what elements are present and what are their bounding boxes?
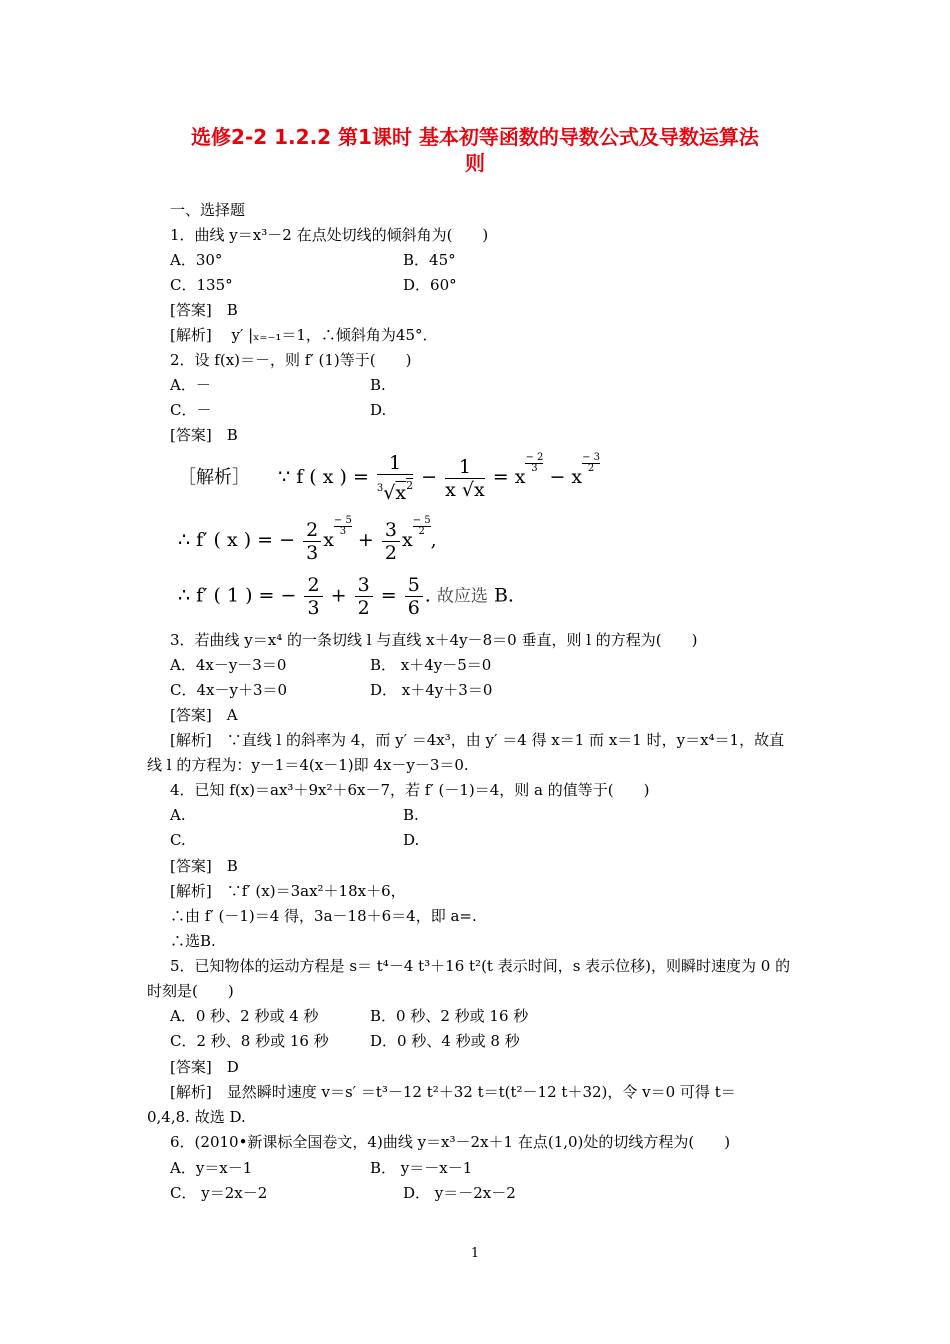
fraction-1-over-cbrt-x2: $\frac{1}{^3√x^2}$	[376, 452, 414, 504]
q1-option-b: B．45°	[403, 251, 456, 269]
q2-m1-prefix: ∵ f ( x ) =	[278, 466, 369, 488]
q6-option-d: D． y＝－2x－2	[403, 1184, 516, 1202]
q2-m3-eq: =	[380, 584, 397, 607]
q3-stem: 3．若曲线 y＝x⁴ 的一条切线 l 与直线 x＋4y－8＝0 垂直，则 l 的方程为( )	[170, 631, 698, 649]
q3-answer: [答案] A	[170, 706, 238, 724]
q3-option-c: C．4x－y＋3＝0	[170, 681, 288, 699]
q2-m3-plus: +	[330, 584, 347, 607]
q2-option-b: B.	[370, 376, 386, 394]
fraction-5-6: $\frac{5}{6}$	[405, 574, 423, 619]
q4-option-b: B.	[403, 806, 419, 824]
q1-option-d: D．60°	[403, 276, 457, 294]
q2-option-d: D.	[370, 401, 387, 419]
q1-stem: 1．曲线 y＝x³－2 在点处切线的倾斜角为( )	[170, 226, 489, 244]
q4-option-c: C.	[170, 831, 186, 849]
title-line-1: 选修2-2 1.2.2 第1课时 基本初等函数的导数公式及导数运算法	[191, 125, 759, 149]
fraction-2-3-b: $\frac{2}{3}$	[304, 574, 322, 619]
q5-analysis-2: 0,4,8. 故选 D.	[147, 1108, 246, 1126]
exponent-neg-5-3: $\frac{- 5}{3}$	[333, 515, 352, 537]
q4-analysis-2: ∴由 f′ (－1)＝4 得，3a－18＋6＝4，即 a=.	[170, 907, 477, 925]
q6-option-a: A．y＝x－1	[170, 1159, 253, 1177]
q2-m2-x1: x	[323, 529, 334, 551]
q2-analysis-label: ［解析］	[178, 467, 250, 488]
q1-option-c: C．135°	[170, 276, 233, 294]
exponent-neg-3-2: $\frac{- 3}{2}$	[582, 452, 601, 474]
q5-option-c: C．2 秒、8 秒或 16 秒	[170, 1032, 329, 1050]
q5-answer: [答案] D	[170, 1058, 239, 1076]
q2-math-line-1: ［解析］ ∵ f ( x ) = $\frac{1}{^3√x^2}$ − $\frac{1}{x √x}$ = x $\frac{- 2}{3}$ − x $\frac{- 3}{2}$	[178, 452, 601, 504]
q5-option-b: B．0 秒、2 秒或 16 秒	[370, 1007, 529, 1025]
q2-m3-prefix: ∴ f′ ( 1 ) = −	[178, 584, 297, 607]
q2-m1-suffix: = x	[492, 466, 526, 488]
q4-analysis-3: ∴选B.	[170, 932, 216, 950]
exponent-neg-2-3: $\frac{- 2}{3}$	[525, 452, 544, 474]
page-number: 1	[470, 1246, 480, 1261]
q2-m3-answer: B.	[493, 584, 514, 607]
q1-analysis: [解析] y′ |ₓ₌₋₁＝1，∴倾斜角为45°．	[170, 326, 438, 344]
q4-analysis-1: [解析] ∵f′ (x)＝3ax²＋18x＋6，	[170, 882, 406, 900]
q2-math-line-3: ∴ f′ ( 1 ) = − $\frac{2}{3}$ + $\frac{3}{2}$ = $\frac{5}{6}$ . 故应选 B.	[178, 574, 514, 619]
q5-stem-2: 时刻是( )	[147, 982, 234, 1000]
fraction-3-2: $\frac{3}{2}$	[382, 519, 400, 564]
fraction-1-over-x-sqrt-x: $\frac{1}{x √x}$	[445, 455, 485, 501]
q2-math-line-2: ∴ f′ ( x ) = − $\frac{2}{3}$ x $\frac{- 5}{3}$ + $\frac{3}{2}$ x $\frac{- 5}{2}$ ,	[178, 515, 437, 564]
fraction-3-2-b: $\frac{3}{2}$	[355, 574, 373, 619]
q5-stem-1: 5．已知物体的运动方程是 s＝ t⁴－4 t³＋16 t²(t 表示时间，s 表示位移)，则瞬时速度为 0 的	[170, 957, 791, 975]
q3-analysis-2: 线 l 的方程为：y－1＝4(x－1)即 4x－y－3＝0.	[147, 756, 469, 774]
q3-option-a: A．4x－y－3＝0	[170, 656, 287, 674]
q2-m3-end: 故应选	[436, 586, 488, 607]
q2-m1-minus: − x	[549, 466, 583, 488]
q4-stem: 4．已知 f(x)＝ax³＋9x²＋6x－7，若 f′ (－1)＝4，则 a 的值等于( )	[170, 781, 650, 799]
q2-m2-plus: +	[357, 529, 374, 551]
q6-option-c: C． y＝2x－2	[170, 1184, 268, 1202]
q5-option-a: A．0 秒、2 秒或 4 秒	[170, 1007, 319, 1025]
q2-m2-x2: x	[401, 529, 413, 551]
exponent-neg-5-2: $\frac{- 5}{2}$	[412, 515, 431, 537]
q3-option-b: B． x＋4y－5＝0	[370, 656, 492, 674]
q4-answer: [答案] B	[170, 857, 238, 875]
q6-option-b: B． y＝－x－1	[370, 1159, 473, 1177]
q4-option-d: D.	[403, 831, 420, 849]
title-line-2: 则	[465, 151, 485, 175]
q3-analysis-1: [解析] ∵直线 l 的斜率为 4，而 y′ ＝4x³，由 y′ ＝4 得 x＝1 而 x＝1 时，y＝x⁴＝1，故直	[170, 731, 785, 749]
q1-option-a: A．30°	[170, 251, 223, 269]
section-heading: 一、选择题	[170, 201, 246, 219]
q2-answer: [答案] B	[170, 426, 238, 444]
q6-stem: 6．(2010•新课标全国卷文，4)曲线 y＝x³－2x＋1 在点(1,0)处的切线方程为( )	[170, 1133, 731, 1151]
q1-answer: [答案] B	[170, 301, 238, 319]
q2-m2-prefix: ∴ f′ ( x ) = −	[178, 529, 296, 551]
q4-option-a: A.	[170, 806, 186, 824]
q2-option-a: A．－	[170, 376, 211, 394]
q5-option-d: D．0 秒、4 秒或 8 秒	[370, 1032, 520, 1050]
fraction-2-3: $\frac{2}{3}$	[303, 519, 321, 564]
q5-analysis-1: [解析] 显然瞬时速度 v＝s′ ＝t³－12 t²＋32 t＝t(t²－12 t＋32)，令 v＝0 可得 t＝	[170, 1083, 736, 1101]
document-title	[120, 124, 830, 176]
q3-option-d: D． x＋4y＋3＝0	[370, 681, 493, 699]
q2-option-c: C．－	[170, 401, 212, 419]
q2-stem: 2．设 f(x)＝－，则 f′ (1)等于( )	[170, 351, 412, 369]
